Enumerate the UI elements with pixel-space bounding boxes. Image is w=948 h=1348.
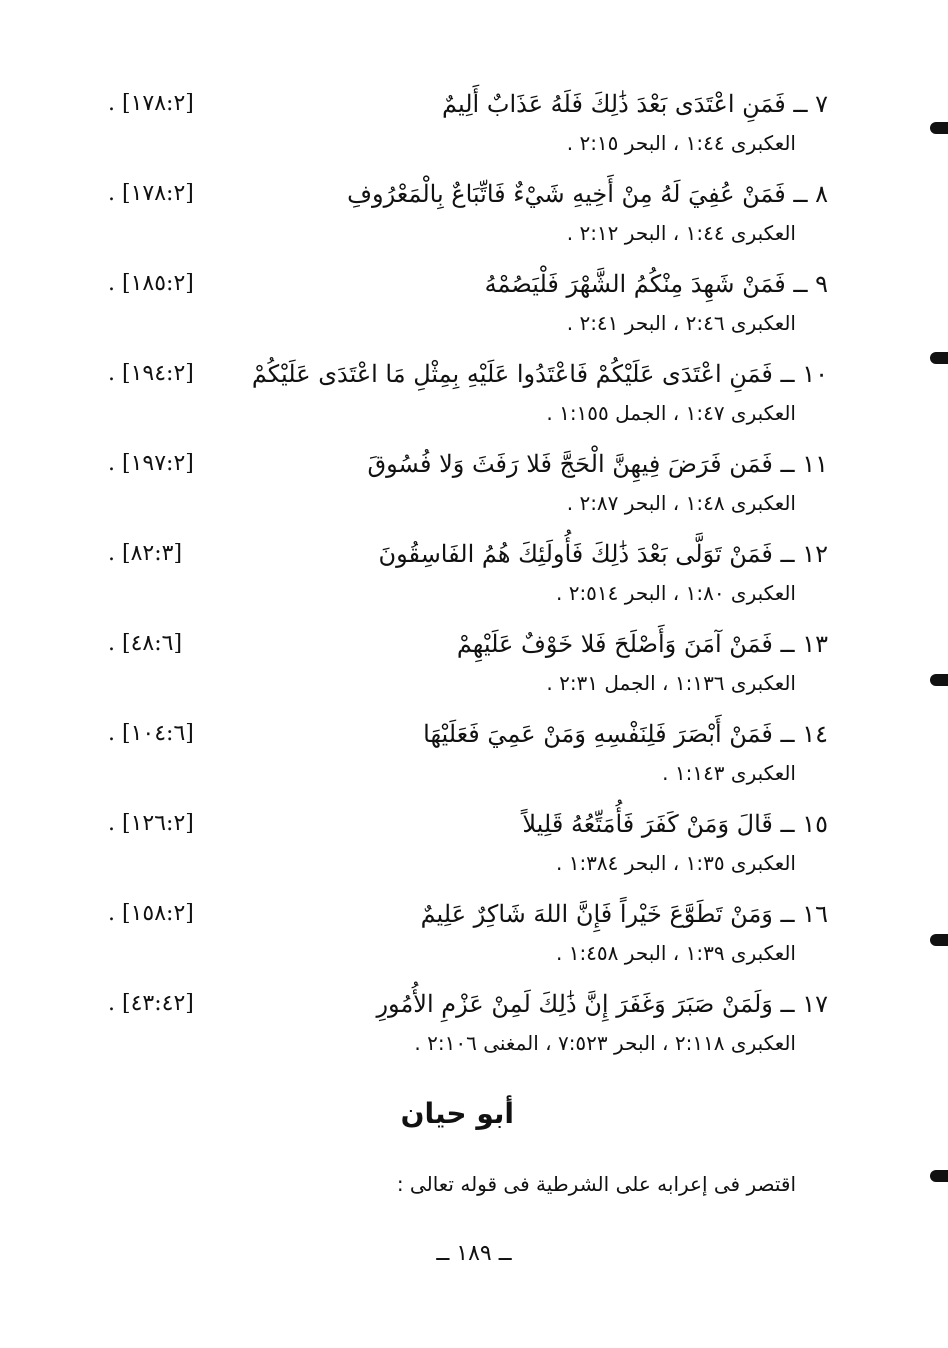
verse-reference: [١٥٨:٢] .	[108, 901, 194, 926]
verse-text: ٨ ــ فَمَنْ عُفِيَ لَهُ مِنْ أَخِيهِ شَيْءٌ فَاتِّبَاعٌ بِالْمَعْرُوفِ	[347, 180, 828, 208]
verse-line	[0, 984, 948, 1024]
section-heading: أبو حيان	[400, 1097, 514, 1130]
verse-reference: [١٩٧:٢] .	[108, 451, 194, 476]
verse-text: ١٦ ــ وَمَنْ تَطَوَّعَ خَيْراً فَإِنَّ اللهَ شَاكِرٌ عَلِيمٌ	[420, 900, 828, 928]
verse-reference: [١٧٨:٢] .	[108, 91, 194, 116]
verse-reference: [٨٢:٣] .	[108, 541, 183, 566]
source-citations: العكبرى ١:٨٠ ، البحر ٢:٥١٤ .	[555, 581, 796, 605]
source-citations: العكبرى ٢:١١٨ ، البحر ٧:٥٢٣ ، المغنى ٢:١٠٦ .	[414, 1031, 796, 1055]
verse-line	[0, 264, 948, 304]
verse-reference: [١٠٤:٦] .	[108, 721, 194, 746]
verse-reference: [١٧٨:٢] .	[108, 181, 194, 206]
verse-text: ١٥ ــ قَالَ وَمَنْ كَفَرَ فَأُمَتِّعُهُ قَلِيلاً	[522, 810, 828, 838]
verse-text: ١٣ ــ فَمَنْ آمَنَ وَأَصْلَحَ فَلا خَوْفٌ عَلَيْهِمْ	[456, 630, 828, 658]
verse-reference: [٤٣:٤٢] .	[108, 991, 194, 1016]
verse-reference: [٤٨:٦] .	[108, 631, 183, 656]
margin-mark	[930, 1170, 948, 1182]
margin-mark	[930, 674, 948, 686]
verse-line	[0, 174, 948, 214]
verse-line	[0, 444, 948, 484]
source-citations: العكبرى ١:٤٤ ، البحر ٢:١٢ .	[566, 221, 796, 245]
source-citations: العكبرى ١:٤٨ ، البحر ٢:٨٧ .	[566, 491, 796, 515]
verse-line	[0, 84, 948, 124]
verse-text: ١٢ ــ فَمَنْ تَوَلَّى بَعْدَ ذَٰلِكَ فَأُولَئِكَ هُمُ الفَاسِقُونَ	[378, 540, 828, 568]
page-number: ــ ١٨٩ ــ	[436, 1241, 512, 1266]
margin-mark	[930, 352, 948, 364]
verse-line	[0, 804, 948, 844]
source-citations: العكبرى ١:٣٩ ، البحر ١:٤٥٨ .	[555, 941, 796, 965]
verse-text: ٧ ــ فَمَنِ اعْتَدَى بَعْدَ ذَٰلِكَ فَلَهُ عَذَابٌ أَلِيمٌ	[442, 90, 828, 118]
verse-line	[0, 714, 948, 754]
source-citations: العكبرى ١:٤٤ ، البحر ٢:١٥ .	[566, 131, 796, 155]
verse-reference: [١٩٤:٢] .	[108, 361, 194, 386]
margin-mark	[930, 122, 948, 134]
source-citations: العكبرى ١:٣٥ ، البحر ١:٣٨٤ .	[555, 851, 796, 875]
source-citations: العكبرى ١:١٣٦ ، الجمل ٢:٣١ .	[546, 671, 796, 695]
verse-text: ١٠ ــ فَمَنِ اعْتَدَى عَلَيْكُمْ فَاعْتَدُوا عَلَيْهِ بِمِثْلِ مَا اعْتَدَى عَلَيْكُمْ	[251, 360, 828, 388]
verse-line	[0, 354, 948, 394]
verse-text: ١٤ ــ فَمَنْ أَبْصَرَ فَلِنَفْسِهِ وَمَنْ عَمِيَ فَعَلَيْهَا	[423, 720, 828, 748]
intro-text: اقتصر فى إعرابه على الشرطية فى قوله تعالى :	[396, 1172, 796, 1196]
verse-line	[0, 624, 948, 664]
verse-line	[0, 894, 948, 934]
verse-text: ١٧ ــ وَلَمَنْ صَبَرَ وَغَفَرَ إِنَّ ذَٰلِكَ لَمِنْ عَزْمِ الأُمُورِ	[376, 990, 828, 1018]
margin-mark	[930, 934, 948, 946]
verse-reference: [١٨٥:٢] .	[108, 271, 194, 296]
verse-text: ١١ ــ فَمَن فَرَضَ فِيهِنَّ الْحَجَّ فَلا رَفَثَ وَلا فُسُوقَ	[367, 450, 828, 478]
verse-text: ٩ ــ فَمَنْ شَهِدَ مِنْكُمُ الشَّهْرَ فَلْيَصُمْهُ	[484, 270, 828, 298]
source-citations: العكبرى ١:١٤٣ .	[662, 761, 796, 785]
verse-reference: [١٢٦:٢] .	[108, 811, 194, 836]
source-citations: العكبرى ١:٤٧ ، الجمل ١:١٥٥ .	[546, 401, 796, 425]
source-citations: العكبرى ٢:٤٦ ، البحر ٢:٤١ .	[566, 311, 796, 335]
verse-line	[0, 534, 948, 574]
